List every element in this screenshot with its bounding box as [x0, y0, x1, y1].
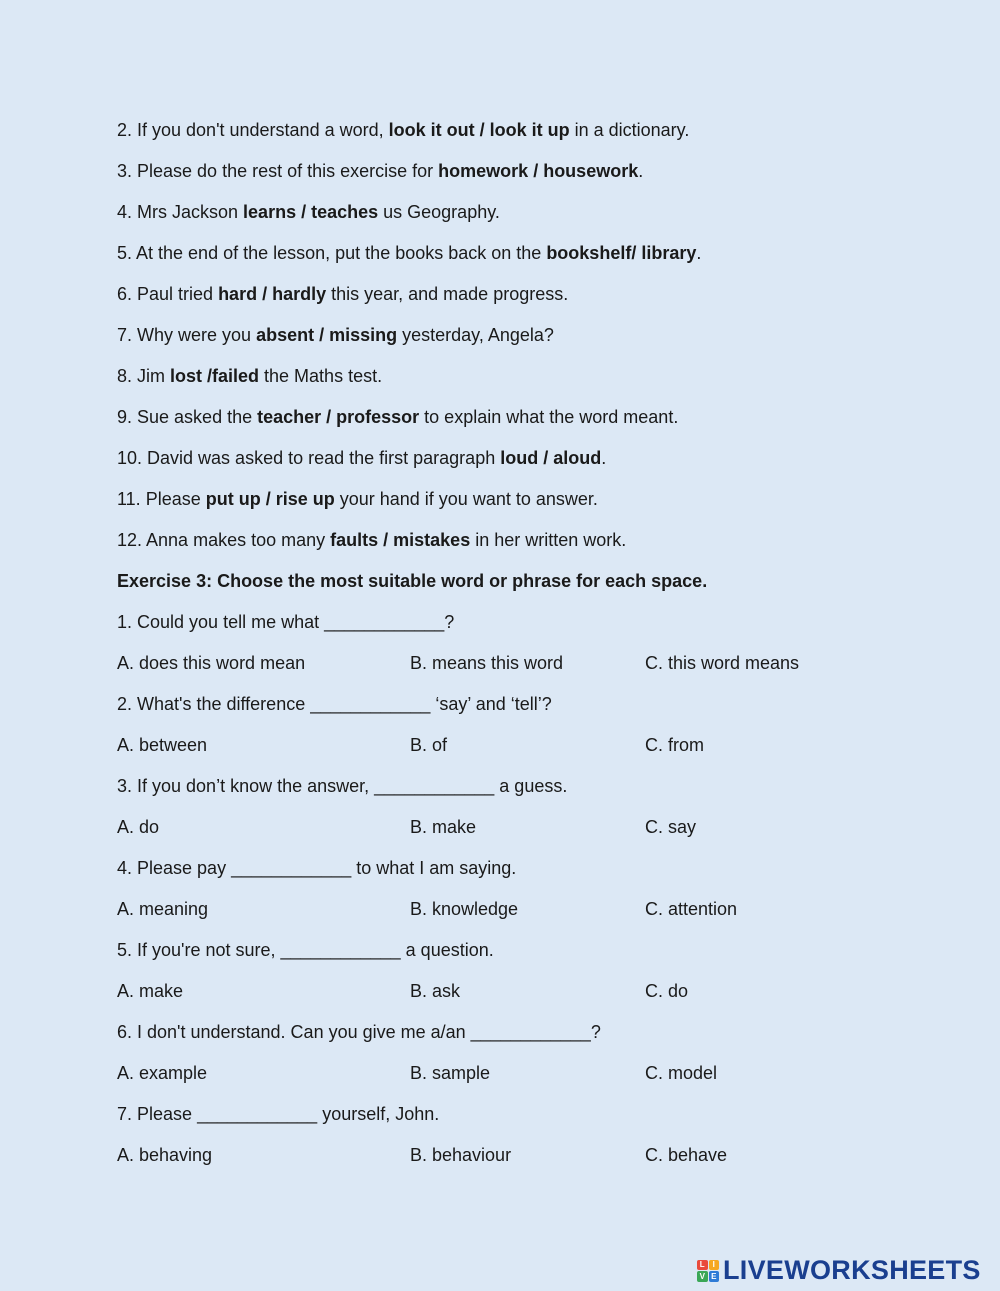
question-text: ‘say’ and ‘tell’?: [430, 694, 552, 714]
option-b[interactable]: B. ask: [410, 981, 461, 1001]
option-b[interactable]: B. make: [410, 817, 477, 837]
ex2-item-12: [117, 520, 937, 561]
answer-blank[interactable]: ____________: [324, 612, 445, 632]
live-badge-icon: [697, 1260, 719, 1282]
liveworksheets-logo[interactable]: [697, 1255, 981, 1286]
option-a[interactable]: A. example: [117, 1063, 208, 1083]
item-text: 9. Sue asked the: [117, 407, 258, 427]
question-text: 1. Could you tell me what: [117, 612, 325, 632]
item-text: 10. David was asked to read the first paragraph: [117, 448, 501, 468]
logo-text: LIVEWORKSHEETS: [723, 1255, 981, 1285]
option-c[interactable]: C. behave: [645, 1145, 728, 1165]
question-text: 2. What's the difference: [117, 694, 311, 714]
question-text: ?: [590, 1022, 601, 1042]
ex3-question-7: [117, 1094, 937, 1135]
ex3-question-4: [117, 848, 937, 889]
option-b[interactable]: B. means this word: [410, 653, 564, 673]
item-text: 4. Mrs Jackson: [117, 202, 244, 222]
word-choice[interactable]: lost /failed: [170, 366, 260, 386]
answer-blank[interactable]: ____________: [470, 1022, 591, 1042]
item-text: 3. Please do the rest of this exercise for: [117, 161, 439, 181]
ex3-options-4: [117, 889, 937, 930]
answer-blank[interactable]: ____________: [280, 940, 401, 960]
item-text: this year, and made progress.: [326, 284, 569, 304]
item-text: the Maths test.: [259, 366, 383, 386]
word-choice[interactable]: hard / hardly: [218, 284, 327, 304]
question-text: 6. I don't understand. Can you give me a/an: [117, 1022, 471, 1042]
heading-text: Exercise 3: Choose the most suitable word or phrase for each space.: [117, 571, 708, 591]
word-choice[interactable]: homework / housework: [438, 161, 639, 181]
option-c[interactable]: C. this word means: [645, 653, 800, 673]
ex2-item-8: [117, 356, 937, 397]
item-text: 7. Why were you: [117, 325, 257, 345]
ex2-item-5: [117, 233, 937, 274]
badge-letter: L: [697, 1260, 708, 1271]
answer-blank[interactable]: ____________: [231, 858, 352, 878]
question-text: 3. If you don’t know the answer,: [117, 776, 375, 796]
item-text: your hand if you want to answer.: [334, 489, 598, 509]
option-b[interactable]: B. knowledge: [410, 899, 519, 919]
item-text: .: [696, 243, 702, 263]
option-a[interactable]: A. does this word mean: [117, 653, 306, 673]
word-choice[interactable]: teacher / professor: [257, 407, 420, 427]
badge-letter: V: [697, 1271, 708, 1282]
word-choice[interactable]: absent / missing: [256, 325, 398, 345]
item-text: .: [638, 161, 644, 181]
question-text: ?: [444, 612, 455, 632]
ex2-item-11: [117, 479, 937, 520]
word-choice[interactable]: loud / aloud: [500, 448, 602, 468]
ex3-question-6: [117, 1012, 937, 1053]
question-text: a question.: [400, 940, 494, 960]
option-a[interactable]: A. do: [117, 817, 160, 837]
question-text: 5. If you're not sure,: [117, 940, 281, 960]
ex3-options-2: [117, 725, 937, 766]
ex3-options-7: [117, 1135, 937, 1176]
ex3-options-6: [117, 1053, 937, 1094]
item-text: in her written work.: [470, 530, 627, 550]
item-text: in a dictionary.: [569, 120, 690, 140]
badge-letter: I: [709, 1260, 720, 1271]
item-text: 12. Anna makes too many: [117, 530, 331, 550]
answer-blank[interactable]: ____________: [197, 1104, 318, 1124]
question-text: 4. Please pay: [117, 858, 232, 878]
answer-blank[interactable]: ____________: [310, 694, 431, 714]
ex2-item-2: [117, 110, 937, 151]
exercise-3-heading: [117, 561, 937, 602]
option-c[interactable]: C. do: [645, 981, 689, 1001]
worksheet: [117, 110, 937, 1176]
ex3-question-2: [117, 684, 937, 725]
option-b[interactable]: B. sample: [410, 1063, 491, 1083]
item-text: 8. Jim: [117, 366, 171, 386]
question-text: a guess.: [494, 776, 568, 796]
item-text: 5. At the end of the lesson, put the books back on the: [117, 243, 547, 263]
word-choice[interactable]: look it out / look it up: [388, 120, 570, 140]
ex2-item-9: [117, 397, 937, 438]
option-c[interactable]: C. attention: [645, 899, 738, 919]
option-a[interactable]: A. make: [117, 981, 184, 1001]
ex2-item-6: [117, 274, 937, 315]
option-c[interactable]: C. model: [645, 1063, 718, 1083]
question-text: 7. Please: [117, 1104, 198, 1124]
ex3-options-5: [117, 971, 937, 1012]
word-choice[interactable]: faults / mistakes: [330, 530, 471, 550]
ex3-options-1: [117, 643, 937, 684]
word-choice[interactable]: learns / teaches: [243, 202, 379, 222]
ex3-question-5: [117, 930, 937, 971]
option-b[interactable]: B. behaviour: [410, 1145, 512, 1165]
option-c[interactable]: C. from: [645, 735, 705, 755]
item-text: 2. If you don't understand a word,: [117, 120, 389, 140]
item-text: .: [601, 448, 607, 468]
ex2-item-7: [117, 315, 937, 356]
ex2-item-4: [117, 192, 937, 233]
ex2-item-10: [117, 438, 937, 479]
option-c[interactable]: C. say: [645, 817, 697, 837]
word-choice[interactable]: put up / rise up: [205, 489, 335, 509]
ex3-options-3: [117, 807, 937, 848]
question-text: to what I am saying.: [351, 858, 517, 878]
item-text: to explain what the word meant.: [419, 407, 679, 427]
ex3-question-1: [117, 602, 937, 643]
option-a[interactable]: A. behaving: [117, 1145, 213, 1165]
option-a[interactable]: A. between: [117, 735, 208, 755]
item-text: 6. Paul tried: [117, 284, 219, 304]
ex3-question-3: [117, 766, 937, 807]
item-text: 11. Please: [117, 489, 206, 509]
word-choice[interactable]: bookshelf/ library: [546, 243, 697, 263]
item-text: yesterday, Angela?: [397, 325, 554, 345]
option-b[interactable]: B. of: [410, 735, 448, 755]
badge-letter: E: [709, 1271, 720, 1282]
question-text: yourself, John.: [317, 1104, 440, 1124]
ex2-item-3: [117, 151, 937, 192]
answer-blank[interactable]: ____________: [374, 776, 495, 796]
item-text: us Geography.: [378, 202, 500, 222]
option-a[interactable]: A. meaning: [117, 899, 209, 919]
